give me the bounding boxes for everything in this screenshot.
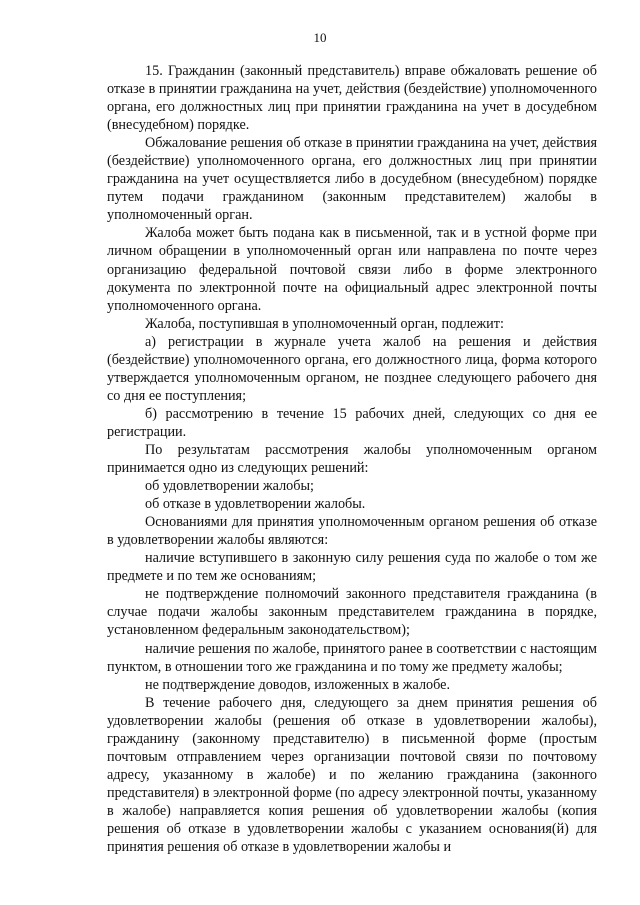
paragraph-decision-notification: В течение рабочего дня, следующего за днем принятия решения об удовлетворении жалобы (решения об отказе в удовлетворении жалобы), гражданину (законному представителю) в письменной форме (простым почтовым отправлением через организации почтовой связи по почтовому адресу, указанному в жалобе) и по желанию гражданина (законного представителя) в электронной форме (по адресу электронной почты, указанному в жалобе) направляется копия решения об удовлетворении жалобы (копия решения об отказе в удовлетворении жалобы с указанием основания(й) для принятия решения об отказе в удовлетворении жалобы и (107, 694, 597, 856)
paragraph-review-results: По результатам рассмотрения жалобы уполномоченным органом принимается одно из следующих решений: (107, 441, 597, 477)
paragraph-ground-court-decision: наличие вступившего в законную силу решения суда по жалобе о том же предмете и по тем же основаниям; (107, 550, 597, 585)
paragraph-decision-refuse: об отказе в удовлетворении жалобы. (145, 496, 366, 513)
page-number: 10 (313, 30, 327, 45)
paragraph-complaint-form: Жалоба может быть подана как в письменной, так и в устной форме при личном обращении в уполномоченный орган или направлена по почте через организацию федеральной почтовой связи либо в форме электронного документа по электронной почте на официальный адрес электронной почты уполномоченного органа. (107, 225, 597, 314)
paragraph-ground-prior-decision: наличие решения по жалобе, принятого ранее в соответствии с настоящим пунктом, в отношении того же гражданина и по тому же предмету жалобы; (107, 640, 597, 675)
document-body (107, 62, 597, 856)
paragraph-decision-satisfy: об удовлетворении жалобы; (145, 478, 314, 495)
paragraph-item-b-review: б) рассмотрению в течение 15 рабочих дней, следующих со дня ее регистрации. (107, 405, 597, 440)
paragraph-refusal-grounds: Основаниями для принятия уполномоченным органом решения об отказе в удовлетворении жалобы являются: (107, 514, 597, 549)
paragraph-appeal-procedure: Обжалование решения об отказе в принятии гражданина на учет, действия (бездействие) уполномоченного органа, его должностных лиц при принятии гражданина на учет осуществляется либо в досудебном (внесудебном) порядке путем подачи гражданином (законным представителем) жалобы в уполномоченный орган. (107, 135, 597, 224)
paragraph-item-a-registration: а) регистрации в журнале учета жалоб на решения и действия (бездействие) уполномоченного органа, его должностного лица, форма которого утверждается уполномоченным органом, не позднее следующего рабочего дня со дня ее поступления; (107, 333, 597, 404)
paragraph-appeal-right: 15. Гражданин (законный представитель) вправе обжаловать решение об отказе в принятии гражданина на учет, действия (бездействие) уполномоченного органа, его должностных лиц при принятии гражданина на учет в досудебном (внесудебном) порядке. (107, 63, 597, 134)
paragraph-ground-no-authority: не подтверждение полномочий законного представителя гражданина (в случае подачи жалобы законным представителем гражданина в порядке, установленном федеральным законодательством); (107, 586, 597, 639)
paragraph-ground-unconfirmed: не подтверждение доводов, изложенных в жалобе. (145, 676, 450, 693)
paragraph-complaint-subject: Жалоба, поступившая в уполномоченный орган, подлежит: (145, 315, 504, 332)
